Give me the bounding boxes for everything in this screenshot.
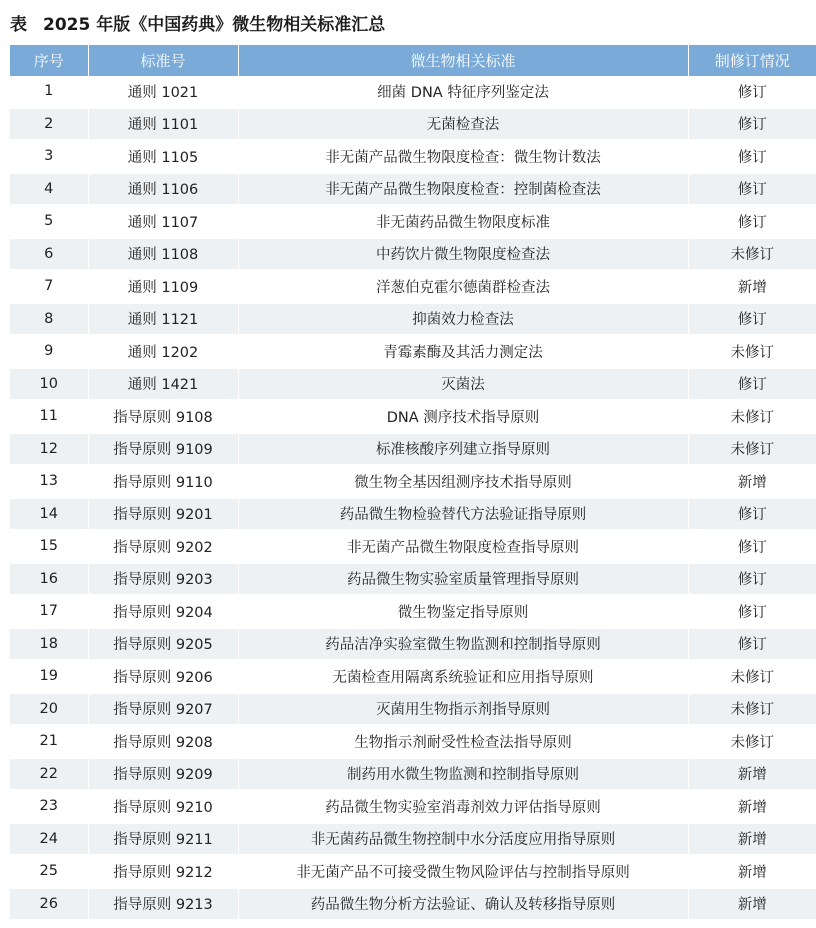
standard-name-cell: 标准核酸序列建立指导原则: [238, 433, 688, 466]
standard-code-cell: 指导原则 9108: [88, 400, 238, 433]
table-row: [10, 823, 816, 856]
revision-status-cell: 修订: [688, 530, 816, 563]
standard-code-cell: 指导原则 9203: [88, 563, 238, 596]
serial-number-cell: 22: [10, 758, 88, 791]
standard-name-cell: 非无菌产品微生物限度检查：控制菌检查法: [238, 173, 688, 206]
revision-status-cell: 新增: [688, 855, 816, 888]
standard-code-cell: 指导原则 9210: [88, 790, 238, 823]
serial-number-cell: 14: [10, 498, 88, 531]
standard-code-cell: 指导原则 9205: [88, 628, 238, 661]
standard-code-cell: 通则 1121: [88, 303, 238, 336]
serial-number-cell: 11: [10, 400, 88, 433]
table-row: [10, 335, 816, 368]
revision-status-cell: 修订: [688, 205, 816, 238]
revision-status-cell: 修订: [688, 628, 816, 661]
standard-name-cell: 无菌检查用隔离系统验证和应用指导原则: [238, 660, 688, 693]
standard-name-cell: 细菌 DNA 特征序列鉴定法: [238, 76, 688, 108]
standard-code-cell: 通则 1109: [88, 270, 238, 303]
table-row: [10, 76, 816, 108]
standard-code-cell: 指导原则 9202: [88, 530, 238, 563]
serial-number-cell: 16: [10, 563, 88, 596]
serial-number-cell: 15: [10, 530, 88, 563]
standard-code-cell: 通则 1106: [88, 173, 238, 206]
standard-code-cell: 指导原则 9213: [88, 888, 238, 921]
revision-status-cell: 新增: [688, 888, 816, 921]
serial-number-cell: 19: [10, 660, 88, 693]
standard-code-cell: 指导原则 9109: [88, 433, 238, 466]
standard-code-cell: 指导原则 9211: [88, 823, 238, 856]
standard-code-cell: 指导原则 9212: [88, 855, 238, 888]
standard-name-cell: 微生物全基因组测序技术指导原则: [238, 465, 688, 498]
revision-status-cell: 未修订: [688, 400, 816, 433]
table-row: [10, 855, 816, 888]
serial-number-cell: 7: [10, 270, 88, 303]
standard-name-cell: DNA 测序技术指导原则: [238, 400, 688, 433]
serial-number-cell: 17: [10, 595, 88, 628]
revision-status-cell: 修订: [688, 76, 816, 108]
table-row: [10, 400, 816, 433]
standard-name-cell: 药品微生物检验替代方法验证指导原则: [238, 498, 688, 531]
revision-status-cell: 新增: [688, 270, 816, 303]
caption-label: 表: [10, 15, 27, 35]
standard-code-cell: 通则 1101: [88, 108, 238, 141]
serial-number-cell: 21: [10, 725, 88, 758]
standard-code-cell: 通则 1421: [88, 368, 238, 401]
serial-number-cell: 18: [10, 628, 88, 661]
serial-number-cell: 2: [10, 108, 88, 141]
table-row: [10, 368, 816, 401]
revision-status-cell: 新增: [688, 823, 816, 856]
revision-status-cell: 未修订: [688, 693, 816, 726]
serial-number-cell: 26: [10, 888, 88, 921]
standard-code-cell: 指导原则 9209: [88, 758, 238, 791]
standard-name-cell: 抑菌效力检查法: [238, 303, 688, 336]
header-revision-status: 制修订情况: [688, 45, 816, 76]
serial-number-cell: 6: [10, 238, 88, 271]
serial-number-cell: 4: [10, 173, 88, 206]
serial-number-cell: 20: [10, 693, 88, 726]
standard-name-cell: 药品微生物分析方法验证、确认及转移指导原则: [238, 888, 688, 921]
standard-name-cell: 非无菌药品微生物控制中水分活度应用指导原则: [238, 823, 688, 856]
table-row: [10, 270, 816, 303]
standard-name-cell: 制药用水微生物监测和控制指导原则: [238, 758, 688, 791]
revision-status-cell: 未修订: [688, 335, 816, 368]
table-row: [10, 790, 816, 823]
standard-name-cell: 灭菌法: [238, 368, 688, 401]
standard-name-cell: 药品微生物实验室质量管理指导原则: [238, 563, 688, 596]
serial-number-cell: 24: [10, 823, 88, 856]
standard-name-cell: 洋葱伯克霍尔德菌群检查法: [238, 270, 688, 303]
revision-status-cell: 修订: [688, 368, 816, 401]
standard-code-cell: 指导原则 9110: [88, 465, 238, 498]
standard-name-cell: 生物指示剂耐受性检查法指导原则: [238, 725, 688, 758]
standard-name-cell: 微生物鉴定指导原则: [238, 595, 688, 628]
standard-code-cell: 通则 1105: [88, 140, 238, 173]
table-row: [10, 173, 816, 206]
header-standard-code: 标准号: [88, 45, 238, 76]
table-row: [10, 303, 816, 336]
table-row: [10, 498, 816, 531]
standard-name-cell: 非无菌产品微生物限度检查指导原则: [238, 530, 688, 563]
standard-code-cell: 指导原则 9208: [88, 725, 238, 758]
standards-table: [10, 45, 816, 921]
table-row: [10, 888, 816, 921]
table-row: [10, 725, 816, 758]
serial-number-cell: 1: [10, 76, 88, 108]
serial-number-cell: 3: [10, 140, 88, 173]
revision-status-cell: 修订: [688, 140, 816, 173]
table-caption: [10, 12, 385, 38]
serial-number-cell: 10: [10, 368, 88, 401]
standard-name-cell: 中药饮片微生物限度检查法: [238, 238, 688, 271]
revision-status-cell: 新增: [688, 790, 816, 823]
standard-code-cell: 指导原则 9206: [88, 660, 238, 693]
revision-status-cell: 修订: [688, 595, 816, 628]
standard-code-cell: 通则 1107: [88, 205, 238, 238]
table-row: [10, 433, 816, 466]
serial-number-cell: 13: [10, 465, 88, 498]
header-serial-number: 序号: [10, 45, 88, 76]
table-row: [10, 595, 816, 628]
revision-status-cell: 修订: [688, 563, 816, 596]
table-row: [10, 563, 816, 596]
standard-code-cell: 通则 1108: [88, 238, 238, 271]
standard-code-cell: 通则 1202: [88, 335, 238, 368]
revision-status-cell: 修订: [688, 108, 816, 141]
table-row: [10, 660, 816, 693]
revision-status-cell: 未修订: [688, 433, 816, 466]
table-row: [10, 758, 816, 791]
table-row: [10, 530, 816, 563]
table-row: [10, 108, 816, 141]
serial-number-cell: 12: [10, 433, 88, 466]
header-row: [10, 45, 816, 76]
standard-name-cell: 非无菌产品不可接受微生物风险评估与控制指导原则: [238, 855, 688, 888]
caption-title: 2025 年版《中国药典》微生物相关标准汇总: [43, 15, 386, 35]
standard-name-cell: 无菌检查法: [238, 108, 688, 141]
standard-code-cell: 指导原则 9204: [88, 595, 238, 628]
revision-status-cell: 修订: [688, 173, 816, 206]
revision-status-cell: 修订: [688, 303, 816, 336]
serial-number-cell: 23: [10, 790, 88, 823]
table-row: [10, 465, 816, 498]
standard-name-cell: 药品洁净实验室微生物监测和控制指导原则: [238, 628, 688, 661]
revision-status-cell: 新增: [688, 758, 816, 791]
revision-status-cell: 未修订: [688, 725, 816, 758]
serial-number-cell: 8: [10, 303, 88, 336]
revision-status-cell: 新增: [688, 465, 816, 498]
revision-status-cell: 未修订: [688, 660, 816, 693]
table-body: [10, 76, 816, 920]
standard-code-cell: 指导原则 9201: [88, 498, 238, 531]
revision-status-cell: 未修订: [688, 238, 816, 271]
header-standard-name: 微生物相关标准: [238, 45, 688, 76]
serial-number-cell: 5: [10, 205, 88, 238]
table-row: [10, 238, 816, 271]
table-row: [10, 140, 816, 173]
serial-number-cell: 9: [10, 335, 88, 368]
standard-code-cell: 指导原则 9207: [88, 693, 238, 726]
standard-name-cell: 非无菌药品微生物限度标准: [238, 205, 688, 238]
standard-name-cell: 非无菌产品微生物限度检查：微生物计数法: [238, 140, 688, 173]
serial-number-cell: 25: [10, 855, 88, 888]
table-row: [10, 205, 816, 238]
revision-status-cell: 修订: [688, 498, 816, 531]
table-row: [10, 693, 816, 726]
standard-name-cell: 青霉素酶及其活力测定法: [238, 335, 688, 368]
standard-code-cell: 通则 1021: [88, 76, 238, 108]
standard-name-cell: 药品微生物实验室消毒剂效力评估指导原则: [238, 790, 688, 823]
table-row: [10, 628, 816, 661]
standard-name-cell: 灭菌用生物指示剂指导原则: [238, 693, 688, 726]
